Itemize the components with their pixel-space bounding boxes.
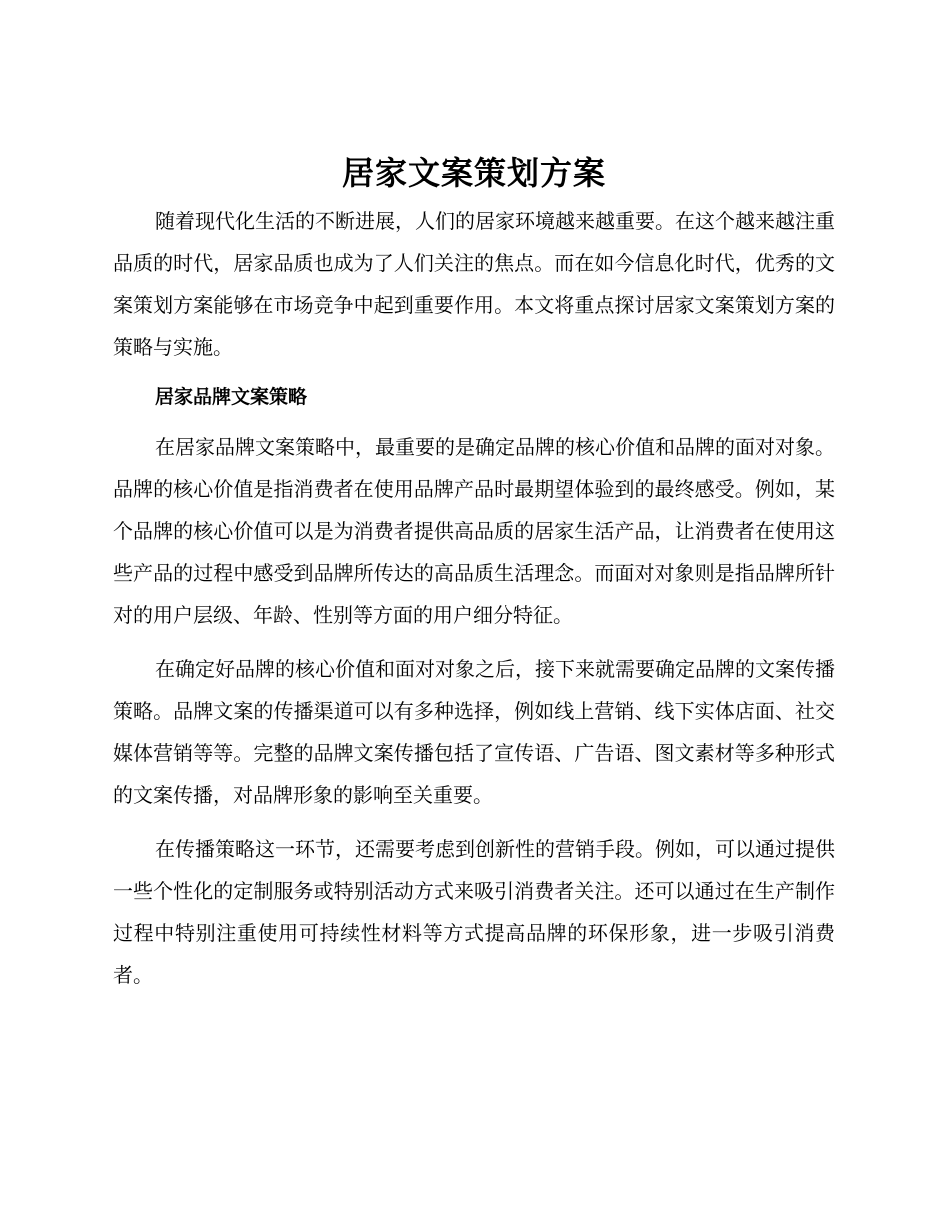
document-page xyxy=(113,150,835,996)
document-title: 居家文案策划方案 xyxy=(341,154,606,192)
body-paragraph-1: 在居家品牌文案策略中，最重要的是确定品牌的核心价值和品牌的面对对象。品牌的核心价值是指消费者在使用品牌产品时最期望体验到的最终感受。例如，某个品牌的核心价值可以是为消费者提供高品质的居家生活产品，让消费者在使用这些产品的过程中感受到品牌所传达的高品质生活理念。而面对对象则是指品牌所针对的用户层级、年龄、性别等方面的用户细分特征。 xyxy=(113,435,835,627)
intro-paragraph: 随着现代化生活的不断进展，人们的居家环境越来越重要。在这个越来越注重品质的时代，居家品质也成为了人们关注的焦点。而在如今信息化时代，优秀的文案策划方案能够在市场竞争中起到重要作用。本文将重点探讨居家文案策划方案的策略与实施。 xyxy=(113,209,835,359)
body-paragraph-3: 在传播策略这一环节，还需要考虑到创新性的营销手段。例如，可以通过提供一些个性化的定制服务或特别活动方式来吸引消费者关注。还可以通过在生产制作过程中特别注重使用可持续性材料等方式提高品牌的环保形象，进一步吸引消费者。 xyxy=(113,837,835,987)
body-paragraph-2: 在确定好品牌的核心价值和面对对象之后，接下来就需要确定品牌的文案传播策略。品牌文案的传播渠道可以有多种选择，例如线上营销、线下实体店面、社交媒体营销等等。完整的品牌文案传播包括了宣传语、广告语、图文素材等多种形式的文案传播，对品牌形象的影响至关重要。 xyxy=(113,657,835,807)
section-heading: 居家品牌文案策略 xyxy=(155,386,308,408)
